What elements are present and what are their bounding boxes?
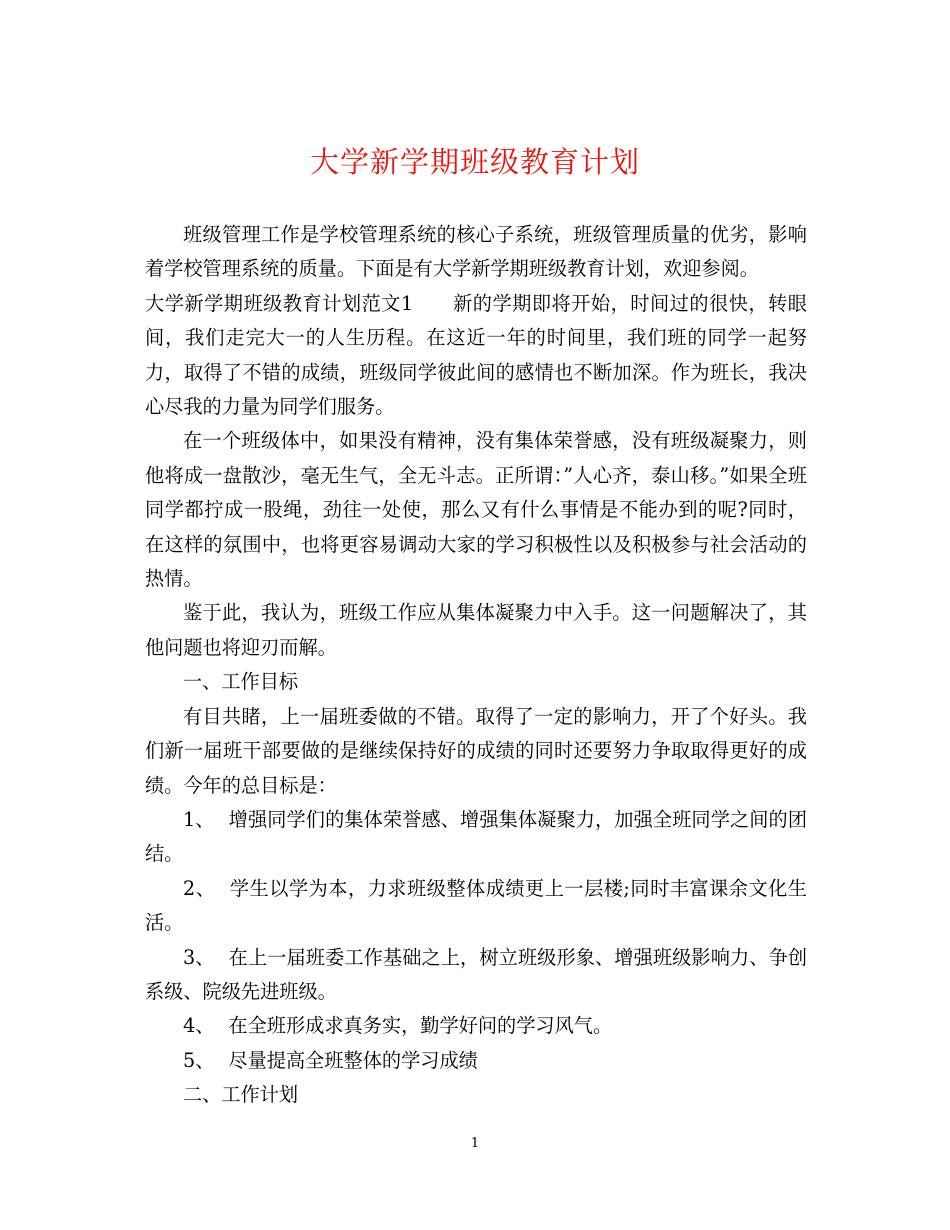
goal-number: 1、 [183, 807, 215, 831]
goal-text: 在全班形成求真务实，勤学好问的学习风气。 [228, 1014, 613, 1038]
goal-number: 4、 [183, 1014, 215, 1038]
goal-item [145, 1044, 807, 1078]
section-heading-goals: 一、工作目标 [183, 670, 299, 694]
cohesion-paragraph: 在一个班级体中，如果没有精神，没有集体荣誉感，没有班级凝聚力，则他将成一盘散沙，毫无生气，全无斗志。正所谓：”人心齐，泰山移。”如果全班同学都拧成一股绳，劲往一处使，那么又有什么事情是不能办到的呢?同时，在这样的氛围中，也将更容易调动大家的学习积极性以及积极参与社会活动的热情。 [145, 429, 807, 591]
document-body [145, 218, 807, 1113]
goal-text: 学生以学为本，力求班级整体成绩更上一层楼;同时丰富课余文化生活。 [145, 876, 807, 935]
page-number: 1 [470, 1136, 480, 1151]
goal-number: 2、 [183, 876, 216, 900]
document-title: 大学新学期班级教育计划 [309, 145, 640, 179]
goal-item [145, 1009, 807, 1043]
goal-item [145, 803, 807, 872]
goals-intro-paragraph: 有目共睹，上一届班委做的不错。取得了一定的影响力，开了个好头。我们新一届班干部要做的是继续保持好的成绩的同时还要努力争取取得更好的成绩。今年的总目标是： [145, 704, 807, 797]
goal-number: 5、 [183, 1048, 215, 1072]
approach-paragraph: 鉴于此，我认为，班级工作应从集体凝聚力中入手。这一问题解决了，其他问题也将迎刃而解。 [145, 601, 807, 659]
sample-paragraph: 大学新学期班级教育计划范文1 新的学期即将开始，时间过的很快，转眼间，我们走完大一的人生历程。在这近一年的时间里，我们班的同学一起努力，取得了不错的成绩，班级同学彼此间的感情也不断加深。作为班长，我决心尽我的力量为同学们服务。 [145, 291, 807, 419]
goal-text: 尽量提高全班整体的学习成绩 [228, 1048, 478, 1072]
goal-number: 3、 [183, 945, 215, 969]
intro-paragraph: 班级管理工作是学校管理系统的核心子系统，班级管理质量的优劣，影响着学校管理系统的质量。下面是有大学新学期班级教育计划，欢迎参阅。 [145, 223, 807, 281]
goal-item [145, 941, 807, 1010]
goal-item [145, 872, 807, 941]
section-heading-plan: 二、工作计划 [183, 1083, 299, 1107]
goal-text: 在上一届班委工作基础之上，树立班级形象、增强班级影响力、争创系级、院级先进班级。 [145, 945, 808, 1003]
goal-text: 增强同学们的集体荣誉感、增强集体凝聚力，加强全班同学之间的团结。 [145, 807, 808, 866]
